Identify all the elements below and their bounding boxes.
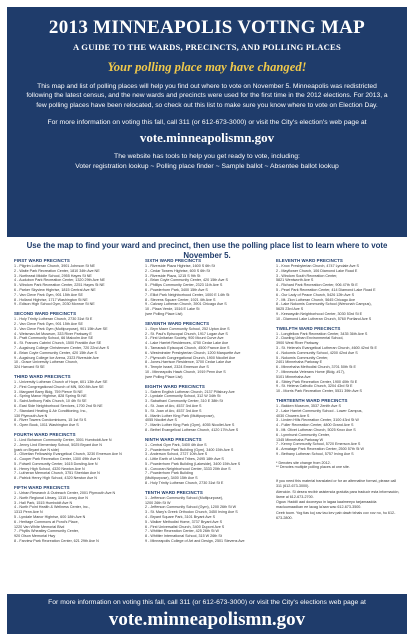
precinct-item: 2 - First Congregational Church of MN, 500 8th Ave SE [14, 384, 104, 389]
precinct-item: 920 Olson Memorial Hwy [14, 534, 56, 539]
precinct-item: 5 - Pearl Park Recreation Center, 414 Diamond Lake Road E [276, 287, 376, 292]
precinct-item: 2 - Mayflower Church, 106 Diamond Lake Road E [276, 268, 358, 273]
precinct-item: 3 - St. Helena's Evangelical Lutheran Church, 4600 42nd St E [276, 345, 377, 350]
precinct-item: 1 - Riverside Plaza Highrise, 1600 S 6th St [145, 264, 215, 268]
ward-title: FIRST WARD PRECINCTS [14, 258, 70, 263]
precinct-item: 7 - Augsburg College Christensen Center, 720 22nd Ave S [14, 345, 110, 350]
ward-column [276, 258, 406, 590]
precinct-item: 1 - Bryn Mawr Community School, 252 Upton Ave S [145, 326, 230, 331]
precinct-item: 130 Plymouth Ave N [14, 413, 48, 418]
precinct-item: 2 - Jefferson Community School (Gym), 1200 26th St W [145, 505, 237, 510]
ward-title: SIXTH WARD PRECINCTS [145, 258, 202, 263]
precinct-item: 5 - St. Joan of Arc, 4537 3rd Ave S [145, 408, 202, 413]
precinct-item: 324 Harvard St SE [14, 365, 45, 370]
precinct-item: 6 - Our Lady of Peace Church, 5426 12th Ave S [276, 292, 355, 297]
ward-column [145, 258, 276, 590]
precinct-item: 1 - Bakken Museum, 3537 Zenith Ave S [276, 403, 341, 408]
ward-section [145, 384, 271, 433]
precinct-item: 2 - Lake Harriet Community School - Lower Campus, [276, 408, 363, 413]
precinct-item: 5625 23rd Ave S [276, 307, 304, 312]
ward-title: NINTH WARD PRECINCTS [145, 436, 202, 442]
precinct-item: 6 - Henry High School, 4320 Newton Ave N [14, 466, 85, 471]
ward-column [14, 258, 145, 590]
header-banner [7, 7, 407, 237]
language-notes [276, 479, 401, 520]
precinct-item: 8 - Brian Coyle Community Center, 420 15th Ave S [14, 350, 97, 355]
precinct-item: 6 - Lynnhurst Community Center, [276, 432, 330, 437]
precinct-item: 5 - Saint Anthony Falls Church, 10 4th St SE [14, 399, 87, 404]
precinct-item: 8 - Farview Park Recreation Center, 621 29th Ave N [14, 539, 99, 544]
ward-section [145, 490, 271, 544]
page-subtitle: A GUIDE TO THE WARDS, PRECINCTS, AND POLLING PLACES [73, 42, 341, 52]
precinct-item: 1313 Penn Ave N [14, 510, 43, 515]
precinct-item: 6 - Heritage Commons at Pond's Place, [14, 519, 79, 524]
precinct-item: 4 - Richard Park Recreation Center, 906 47th St E [276, 283, 358, 288]
precinct-item: 8 - Lake Nokomis Community School (Wenonah Campus), [276, 302, 372, 307]
info-line: For more information on voting this fall, call 311 (or 612-673-3000) or visit the City's election's web page at [47, 119, 367, 127]
precinct-item: 1 - Longfellow Park Recreation Center, 3435 36th Ave S [276, 331, 368, 336]
ward-title: FIFTH WARD PRECINCTS [14, 485, 70, 491]
precinct-item: 3 - Linden Hills Recreation Center, 3100 43rd St W [276, 418, 359, 423]
precinct-item: 1220 Van White Memorial Blvd [14, 524, 65, 529]
ward-section [14, 485, 140, 544]
precinct-item: 9 - Keewaydin Neighborhood Center, 3030 53rd St E [276, 311, 363, 316]
ward-section [14, 374, 140, 428]
tools-line-1: The website has tools to help you get ready to vote, including: [114, 153, 300, 161]
precinct-item: 1 - Central Gym Park, 3400 4th Ave S [145, 442, 207, 447]
precinct-item: 3 - Hall Park, 1515 Humboldt Ave N [14, 500, 73, 505]
precinct-item: 10 - Plaza Verde, 1516 E Lake St [145, 307, 200, 312]
precinct-item: 1 - Jefferson Community School (Multipurpose), [145, 495, 224, 500]
footer-banner [7, 594, 407, 634]
precinct-item: (park on Bryant Ave N side) [14, 447, 60, 452]
precinct-item: (see Polling Place List) [145, 374, 183, 379]
intro-paragraph: This map and list of polling places will help you find out where to vote on November 5. Minneapolis was redistricted following the latest census, and the new wards and precincts were used for the first time in the 2012 elections. For 2013, a few polling places have been relocated, so check out this list to make sure you know where to vote on Election Day. [26, 83, 388, 109]
precinct-item: 7 - Martin Luther King Park (Gym), 4055 Nicollet Ave S [145, 423, 235, 428]
precinct-item: 7 - Whittier Recreation Center, 425 26th St W [145, 529, 219, 534]
precinct-item: 9 - Bethany Lutheran School, 5757 Irving Ave S [276, 451, 354, 456]
precinct-item: 10 - Grace University Lutheran Church, [14, 360, 79, 365]
precinct-item: 10 - Minneapolis Hawk Church, 1919 Penn Ave S [145, 369, 226, 374]
footer-info: For more information on voting this fall, call 311 (or 612-673-3000) or visit the City's elections web page at [48, 599, 366, 606]
precinct-item: 9 - Edison High School Gym, 2030 Monroe St NE [14, 302, 95, 307]
precinct-item: 4 - Lake Harriet Residences, 4750 Cedar Lake Ave [145, 341, 229, 346]
precinct-item: 9 - Calvary Lutheran Church, 3901 Chicago Ave S [145, 302, 227, 307]
precinct-item: 9 - Temple Israel, 2324 Emerson Ave S [145, 365, 209, 370]
ward-section [14, 311, 140, 370]
precinct-item: 9 - Minneapolis College of Art and Design, 2501 Stevens Ave [145, 539, 245, 544]
ward-section [14, 258, 140, 307]
precinct-item: 6 - St. Frances Cabrini Church, 1500 Franklin Ave SE [14, 341, 102, 346]
precinct-item: 2401 Minnehaha Parkway E [276, 360, 323, 365]
precinct-item: 4 - Weisman Art Museum, 333 River Parkway E [14, 331, 92, 336]
precinct-item: 8 - Armatage Park Recreation Center, 2500 57th St W [276, 447, 364, 452]
ward-section [14, 432, 140, 481]
precinct-item: 4 - St. Joan of Arc, 4537 3rd Ave S [145, 403, 202, 408]
ward-title: THIRTEENTH WARD PRECINCTS [276, 397, 348, 403]
precinct-item: 5 - Walker Methodist Home, 3737 Bryant Ave S [145, 519, 223, 524]
precinct-item: 2 - Dowling Urban Environmental School, [276, 336, 344, 341]
precinct-item: 4 - Brian Coyle Community Center, 420 15th Ave S [145, 278, 228, 283]
language-note: Atención. Si desea recibir asistencia gratuita para traducir esta información, llame al 612-673-2700. [276, 489, 400, 499]
precinct-item: 2 - St. Paul's Episcopal Church, 1917 Logan Ave S [145, 331, 228, 336]
precinct-item: 1 - Lind Bohanon Community Center, 3001 Humboldt Ave N [14, 437, 112, 442]
website-link[interactable]: vote.minneapolismn.gov [139, 130, 275, 146]
precinct-item: 9 - St. Helena Catholic Church, 3204 43rd St E [276, 384, 353, 389]
precinct-item: 4055 Nicollet Ave S [145, 418, 177, 423]
precinct-item: 5 - Tamarack Episcopal Church, 4500 France Ave S [145, 345, 230, 350]
precinct-item: 5 - Pratt Community School, 66 Malcolm Ave SE [14, 336, 94, 341]
precinct-item: 3 - Van Cleve Park Gym (Multipurpose), 901 15th Ave SE [14, 326, 108, 331]
ward-title: SECOND WARD PRECINCTS [14, 311, 77, 317]
footnote: * Denotes site change from 2012. ** Denotes multiple polling places at one site. [276, 460, 350, 470]
precinct-item: 8 - Sibley Park Recreation Center, 1900 40th St E [276, 379, 358, 384]
precinct-item: 3900 West River Parkway [276, 341, 319, 346]
precinct-item: 3 - St. Mary's Greek Orthodox Church, 3450 Irving Ave S [145, 510, 238, 515]
precinct-item: 8 - Whittier International School, 315 W 26th St [145, 534, 222, 539]
precinct-item: (Multipurpose), 3400 15th Ave S [145, 476, 198, 481]
precinct-item: 3 - Olivetian Fellowship Evangelical Church, 3230 Emerson Ave N [14, 452, 122, 457]
ward-title: FOURTH WARD PRECINCTS [14, 431, 76, 437]
precinct-item: 1 - Urban Research & Outreach Center, 2001 Plymouth Ave N [14, 491, 116, 496]
precinct-item: 8 - Bethel Evangelical Lutheran Church, 4120 17th Ave S [145, 427, 239, 432]
precinct-item: 5 - Windom Park Recreation Center, 2251 Hayes St NE [14, 283, 105, 288]
precinct-item: (see Polling Place List) [145, 311, 183, 316]
ward-title: TENTH WARD PRECINCTS [145, 489, 203, 495]
precinct-item: 6 - Martin Luther King Park (Multipurpose), [145, 413, 215, 418]
wards-list [14, 258, 406, 590]
precinct-item: 1 - Knox Presbyterian Church, 4747 Lyndale Ave S [276, 264, 360, 268]
precinct-item: 6 - First Universalist Church, 3400 Dupont Ave S [145, 524, 225, 529]
precinct-item: 1 - Pilgrim Lutheran Church, 3901 Johnson St NE [14, 264, 95, 268]
page-title: 2013 MINNEAPOLIS VOTING MAP [48, 17, 366, 38]
language-note: Ogow. Haddii aad dooneyso in lagaa kaalmeeyo tarjamaadda macluumaadkan ee lacag la'aan wac 612-673-3500. [276, 500, 377, 510]
precinct-item: 7 - Phyllis Wheatley Community Center, [14, 529, 79, 534]
precinct-item: 6 - Powderhorn Park, 3400 15th Ave S [145, 287, 208, 292]
precinct-item: 7 - Powderhorn Park Building [145, 471, 193, 476]
precinct-item: 1200 26th St W [145, 500, 171, 505]
tagline: Your polling place may have changed! [107, 60, 307, 74]
precinct-item: 8 - Patrick Henry High School, 4320 Newton Ave N [14, 476, 97, 481]
precinct-item: 3 - First Unitarian Society, 900 Mount Curve Ave [145, 336, 224, 341]
precinct-item: 4 - North Point Health & Wellness Center, Inc., [14, 505, 90, 510]
precinct-item: 10 - Diamond Lake Lutheran Church, 5760 Portland Ave S [276, 316, 372, 321]
precinct-item: 8 - Jones-Harrison Residence, 3700 Cedar Lake Ave [145, 360, 232, 365]
precinct-item: 10 - Morris Park Recreation Center, 5531 39th Ave S [276, 389, 363, 394]
precinct-item: 2 - Waite Park Recreation Center, 1810 34th Ave NE [14, 268, 100, 273]
precinct-item: 1345 Minnehaha Parkway W [276, 437, 324, 442]
language-note: If you need this material translated or for an alternative format, please call 311 (612-673-3000). [276, 479, 397, 489]
tools-line-2: Voter registration lookup ~ Polling place finder ~ Sample ballot ~ Absentee ballot lookup [75, 163, 339, 171]
language-note: Ceeb toom. Yog tias koj xav tau kev pab dawb txhais cov xov no, hu 612-673-2800. [276, 511, 396, 520]
precinct-item: 5 - Folwell Community Center, 1615 Dowling Ave N [14, 461, 98, 466]
precinct-item: 4 - Spring Manor Highrise, 828 Spring St NE [14, 394, 87, 399]
precinct-item: 6 - East Side Neighborhood Services, 1700 2nd St NE [14, 403, 103, 408]
precinct-item: 7 - Lutheran Memorial Church, 3751 Sheridan Ave N [14, 471, 100, 476]
ward-title: SEVENTH WARD PRECINCTS [145, 320, 210, 326]
precinct-item: 6 - Westminster Presbyterian Church, 1200 Marquette Ave [145, 350, 241, 355]
precinct-item: 7 - Mt. Zion Lutheran Church, 5645 Chicago Ave [276, 297, 356, 302]
ward-section [145, 321, 271, 380]
ward-section [276, 258, 401, 322]
ward-section [276, 398, 401, 457]
ward-section [145, 258, 271, 317]
precinct-item: 8 - Holy Trinity Lutheran Church, 2730 31st St E [145, 481, 224, 486]
ward-title: TWELFTH WARD PRECINCTS [276, 325, 341, 331]
precinct-item: 5 - Mt. Olivet Lutheran Church, 5025 Knox Ave S [276, 427, 356, 432]
ward-section [145, 437, 271, 486]
precinct-item: 3 - Northeast Middle School, 2955 Hayes St NE [14, 273, 92, 278]
precinct-item: 2 - Jenny Lind Elementary School, 5025 Bryant Ave N [14, 442, 102, 447]
precinct-item: 5 - Nokomis Community Center, [276, 355, 329, 360]
precinct-item: 5 - Powderhorn Park Building (Lakeside), 3400 15th Ave S [145, 461, 241, 466]
ward-section [276, 326, 401, 394]
precinct-item: 9 - Augsburg College Ice Arena, 2323 Riverside Ave [14, 355, 99, 360]
precinct-item: 2 - North Regional Library, 1315 Lowry Ave N [14, 495, 88, 500]
precinct-item: 8 - Holland Highrise, 1717 Washington St NE [14, 297, 88, 302]
precinct-item: 8 - Stevens Square Center, 1921 4th Ave S [145, 297, 216, 302]
precinct-item: 4 - Fuller Recreation Center, 4800 Grand Ave S [276, 423, 354, 428]
ward-title: THIRD WARD PRECINCTS [14, 373, 71, 379]
precinct-item: 5101 Minnehaha Ave [276, 374, 311, 379]
precinct-item: 7 - Plymouth Congregational Church, 1900 Nicollet Ave [145, 355, 236, 360]
precinct-item: 3 - Windom South Recreation Center, [276, 273, 338, 278]
precinct-item: 2 - Lyndale Community School, 312 W 34th St [145, 394, 221, 399]
precinct-item: 4 - Little Earth of United Tribes, 2495 18th Ave S [145, 457, 224, 462]
precinct-item: 5 - Lyndale Manor Highrise, 600 18th Ave N [14, 515, 86, 520]
precinct-item: 7 - Kenny Community School, 5720 Emerson Ave S [276, 442, 361, 447]
precinct-item: 1 - Holy Trinity Lutheran Church, 2730 31st St E [14, 317, 93, 322]
precinct-item: 6 - Parker Skyview Highrise, 1815 Central Ave NE [14, 287, 96, 292]
instructions: Use the map to find your ward and precinct, then use the polling place list to learn where to vote November 5. [26, 241, 388, 260]
precinct-item: 1 - Salem English Lutheran Church, 2137 Pillsbury Ave [145, 389, 235, 394]
precinct-item: 2 - Van Cleve Park Gym, 901 15th Ave SE [14, 321, 83, 326]
precinct-item: 6 - Corcoran Neighborhood Center, 3333 20th Ave S [145, 466, 231, 471]
precinct-item: 2 - Cedar Towers Highrise, 600 S 6th St [145, 268, 210, 273]
ward-title: ELEVENTH WARD PRECINCTS [276, 258, 343, 263]
precinct-item: 7 - Standard Heating & Air Conditioning, Inc., [14, 408, 88, 413]
ward-title: EIGHTH WARD PRECINCTS [145, 383, 205, 389]
precinct-item: 4 - Cooper Park Recreation Center, 1300 49th Ave N [14, 457, 101, 462]
precinct-item: 7 - Van Cleve Park Gym, 901 15th Ave SE [14, 292, 83, 297]
precinct-item: 4 - Nokomis Community School, 4200 42nd Ave S [276, 350, 358, 355]
footer-website-link[interactable]: vote.minneapolismn.gov [108, 609, 306, 630]
precinct-item: 5 - Phillips Community Center, 2323 11th Ave S [145, 283, 223, 288]
precinct-item: 3 - Sabathani Community Center, 310 E 38th St [145, 399, 223, 404]
precinct-item: 8 - River Towers Condominiums, 15 1st St S [14, 418, 87, 423]
precinct-item: 7 - Elliot Park Neighborhood Center, 1000 E 14th St [145, 292, 230, 297]
precinct-item: 4 - Audubon Park Recreation Center, 1320 29th Ave NE [14, 278, 105, 283]
precinct-item: 2 - Powderhorn Park Building (Gym), 3400 15th Ave S [145, 447, 234, 452]
ward-section [276, 461, 401, 471]
precinct-item: 4030 Chowen Ave S [276, 413, 310, 418]
precinct-item: 3 - Anderson School, 2727 10th Ave S [145, 452, 208, 457]
precinct-item: 6 - Minnehaha Methodist Church, 3701 50th St E [276, 365, 356, 370]
precinct-item: 9 - Open Book, 1011 Washington Ave S [14, 423, 79, 428]
precinct-item: 1 - University Lutheran Church of Hope, 601 13th Ave SE [14, 379, 108, 384]
precinct-item: 3 - Margaret Barry Bldg, 759 Pierce St NE [14, 389, 83, 394]
precinct-item: 7 - Minnesota Veterans Home (Bldg. #17), [276, 369, 345, 374]
precinct-item: 3 - Riverside Plaza, 1215 S 9th St [145, 273, 201, 278]
precinct-item: 4 - Bryant Square Park, 3101 Bryant Ave S [145, 515, 216, 520]
precinct-item: 5821 Wentworth Ave S [276, 278, 314, 283]
